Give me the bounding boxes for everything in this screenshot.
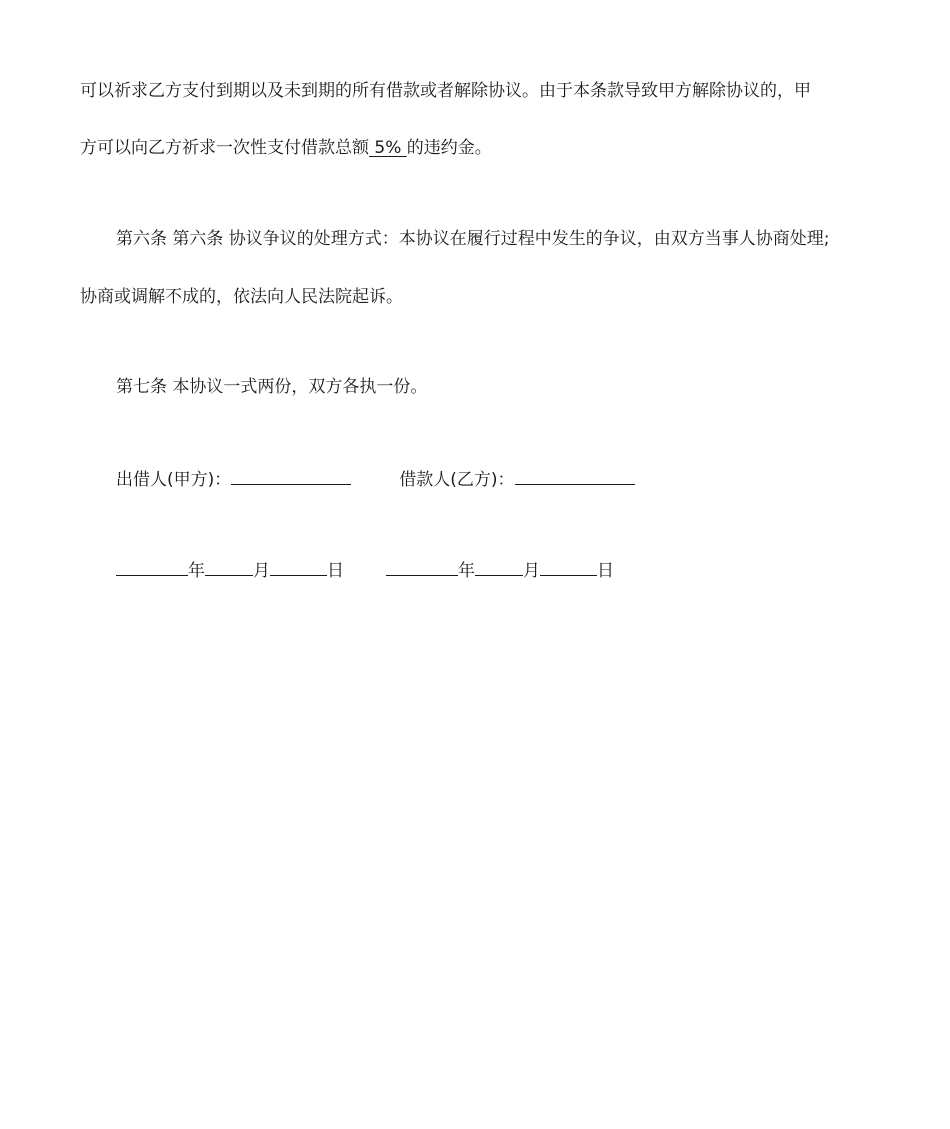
borrower-day-label: 日 bbox=[597, 561, 614, 581]
borrower-year-label: 年 bbox=[458, 561, 475, 581]
lender-month-label: 月 bbox=[253, 561, 270, 581]
borrower-signature-blank[interactable] bbox=[515, 466, 635, 485]
clause6-text-2: 协商或调解不成的，依法向人民法院起诉。 bbox=[80, 287, 403, 307]
clause7-text: 第七条 本协议一式两份，双方各执一份。 bbox=[116, 377, 428, 397]
clause6-text-1: 第六条 第六条 协议争议的处理方式：本协议在履行过程中发生的争议，由双方当事人协商处理; bbox=[116, 229, 830, 249]
lender-label: 出借人(甲方)： bbox=[116, 470, 232, 490]
clause6-line-2 bbox=[80, 285, 403, 309]
borrower-month-label: 月 bbox=[523, 561, 540, 581]
borrower-month-blank[interactable] bbox=[475, 557, 523, 576]
borrower-label: 借款人(乙方)： bbox=[399, 470, 515, 490]
signature-line bbox=[116, 466, 635, 492]
clause5-line-2 bbox=[80, 136, 492, 160]
clause5-text-2-pre: 方可以向乙方祈求一次性支付借款总额 bbox=[80, 138, 369, 158]
lender-month-blank[interactable] bbox=[205, 557, 253, 576]
clause5-text-1: 可以祈求乙方支付到期以及未到期的所有借款或者解除协议。由于本条款导致甲方解除协议的，甲 bbox=[80, 81, 811, 101]
lender-day-blank[interactable] bbox=[270, 557, 327, 576]
lender-signature-blank[interactable] bbox=[231, 466, 351, 485]
clause6-line-1 bbox=[116, 227, 830, 251]
clause7-line bbox=[116, 375, 427, 399]
clause5-line-1 bbox=[80, 79, 811, 103]
clause5-text-2-post: 的违约金。 bbox=[406, 138, 492, 158]
lender-year-label: 年 bbox=[188, 561, 205, 581]
penalty-percentage: 5% bbox=[369, 138, 407, 158]
borrower-year-blank[interactable] bbox=[386, 557, 458, 576]
date-line bbox=[116, 557, 614, 583]
lender-year-blank[interactable] bbox=[116, 557, 188, 576]
borrower-day-blank[interactable] bbox=[540, 557, 597, 576]
lender-day-label: 日 bbox=[327, 561, 344, 581]
